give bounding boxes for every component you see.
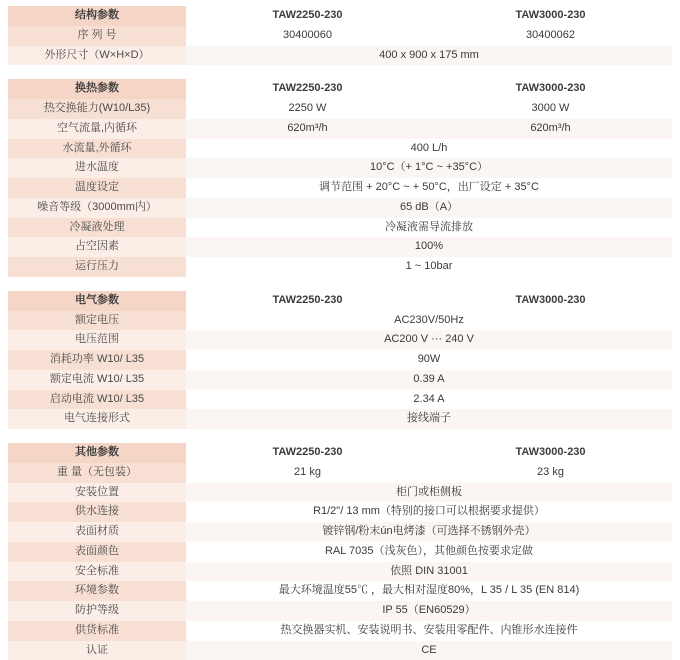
row-label: 运行压力 bbox=[8, 257, 186, 277]
table-row bbox=[8, 350, 672, 370]
row-value-shared: 0.39 A bbox=[186, 370, 672, 390]
table-row bbox=[8, 601, 672, 621]
row-label: 额定电流 W10/ L35 bbox=[8, 370, 186, 390]
row-value-shared: 调节范围 + 20°C ~ + 50°C，出厂设定 + 35°C bbox=[186, 178, 672, 198]
row-label: 序 列 号 bbox=[8, 26, 186, 46]
table-row bbox=[8, 330, 672, 350]
row-value-shared: 柜门或柜侧板 bbox=[186, 483, 672, 503]
row-label: 外形尺寸（W×H×D） bbox=[8, 46, 186, 66]
row-label: 热交换能力(W10/L35) bbox=[8, 99, 186, 119]
table-row bbox=[8, 502, 672, 522]
spec-table-structure bbox=[8, 6, 672, 65]
table-header-row bbox=[8, 6, 672, 26]
row-label: 防护等级 bbox=[8, 601, 186, 621]
table-row bbox=[8, 409, 672, 429]
spec-tables-container bbox=[8, 6, 672, 660]
table-row bbox=[8, 218, 672, 238]
table-header-label: 其他参数 bbox=[8, 443, 186, 463]
table-header-row bbox=[8, 443, 672, 463]
row-label: 重 量（无包装） bbox=[8, 463, 186, 483]
row-value-model-2: 30400062 bbox=[429, 26, 672, 46]
row-value-shared: 依照 DIN 31001 bbox=[186, 562, 672, 582]
row-label: 安全标准 bbox=[8, 562, 186, 582]
spec-table-heat-exchange bbox=[8, 79, 672, 277]
row-value-shared: CE bbox=[186, 641, 672, 660]
row-value-shared: 热交换器实机、安装说明书、安装用零配件、内锥形水连接件 bbox=[186, 621, 672, 641]
table-row bbox=[8, 198, 672, 218]
row-label: 环境参数 bbox=[8, 581, 186, 601]
row-value-model-2: 620m³/h bbox=[429, 119, 672, 139]
row-value-model-1: 620m³/h bbox=[186, 119, 429, 139]
spec-table-electrical bbox=[8, 291, 672, 429]
row-value-shared: 400 L/h bbox=[186, 139, 672, 159]
row-label: 空气流量,内循环 bbox=[8, 119, 186, 139]
table-row bbox=[8, 641, 672, 660]
table-row bbox=[8, 99, 672, 119]
row-value-shared: RAL 7035（浅灰色），其他颜色按要求定做 bbox=[186, 542, 672, 562]
row-value-shared: 接线端子 bbox=[186, 409, 672, 429]
table-header-model-1: TAW2250-230 bbox=[186, 79, 429, 99]
row-label: 表面颜色 bbox=[8, 542, 186, 562]
row-label: 进水温度 bbox=[8, 158, 186, 178]
row-value-shared: 90W bbox=[186, 350, 672, 370]
row-label: 供货标准 bbox=[8, 621, 186, 641]
row-value-shared: 400 x 900 x 175 mm bbox=[186, 46, 672, 66]
row-value-shared: AC230V/50Hz bbox=[186, 311, 672, 331]
table-row bbox=[8, 311, 672, 331]
row-label: 温度设定 bbox=[8, 178, 186, 198]
table-header-label: 换热参数 bbox=[8, 79, 186, 99]
table-header-model-2: TAW3000-230 bbox=[429, 6, 672, 26]
row-value-model-1: 2250 W bbox=[186, 99, 429, 119]
row-value-shared: IP 55（EN60529） bbox=[186, 601, 672, 621]
row-label: 认证 bbox=[8, 641, 186, 660]
table-row bbox=[8, 621, 672, 641]
row-value-shared: 2.34 A bbox=[186, 390, 672, 410]
table-header-model-1: TAW2250-230 bbox=[186, 6, 429, 26]
row-label: 电气连接形式 bbox=[8, 409, 186, 429]
spec-table-other bbox=[8, 443, 672, 660]
table-row bbox=[8, 390, 672, 410]
table-row bbox=[8, 139, 672, 159]
table-row bbox=[8, 370, 672, 390]
table-header-row bbox=[8, 291, 672, 311]
table-header-model-1: TAW2250-230 bbox=[186, 443, 429, 463]
row-value-shared: 镀锌钢/粉末ún电烤漆（可选择不锈钢外壳） bbox=[186, 522, 672, 542]
table-header-model-2: TAW3000-230 bbox=[429, 79, 672, 99]
row-value-shared: 1 ~ 10bar bbox=[186, 257, 672, 277]
row-value-shared: 冷凝液需导流排放 bbox=[186, 218, 672, 238]
row-value-shared: 100% bbox=[186, 237, 672, 257]
row-label: 消耗功率 W10/ L35 bbox=[8, 350, 186, 370]
table-header-label: 电气参数 bbox=[8, 291, 186, 311]
table-row bbox=[8, 562, 672, 582]
table-row bbox=[8, 522, 672, 542]
row-label: 冷凝液处理 bbox=[8, 218, 186, 238]
row-value-shared: 最大环境温度55℃ ，最大相对湿度80%，L 35 / L 35 (EN 814) bbox=[186, 581, 672, 601]
row-value-model-1: 30400060 bbox=[186, 26, 429, 46]
table-header-row bbox=[8, 79, 672, 99]
table-row bbox=[8, 542, 672, 562]
row-value-shared: 10°C（+ 1°C ~ +35°C） bbox=[186, 158, 672, 178]
row-value-shared: AC200 V ··· 240 V bbox=[186, 330, 672, 350]
row-value-shared: 65 dB（A） bbox=[186, 198, 672, 218]
table-row bbox=[8, 257, 672, 277]
table-header-model-1: TAW2250-230 bbox=[186, 291, 429, 311]
table-row bbox=[8, 119, 672, 139]
table-row bbox=[8, 237, 672, 257]
table-row bbox=[8, 463, 672, 483]
table-row bbox=[8, 158, 672, 178]
table-header-label: 结构参数 bbox=[8, 6, 186, 26]
row-label: 额定电压 bbox=[8, 311, 186, 331]
row-value-model-1: 21 kg bbox=[186, 463, 429, 483]
row-label: 安装位置 bbox=[8, 483, 186, 503]
table-row bbox=[8, 178, 672, 198]
row-label: 表面材质 bbox=[8, 522, 186, 542]
row-label: 电压范围 bbox=[8, 330, 186, 350]
table-row bbox=[8, 581, 672, 601]
row-label: 占空因素 bbox=[8, 237, 186, 257]
row-value-shared: R1/2"/ 13 mm（特别的接口可以根据要求提供） bbox=[186, 502, 672, 522]
table-row bbox=[8, 46, 672, 66]
row-label: 水流量,外循环 bbox=[8, 139, 186, 159]
row-label: 供水连接 bbox=[8, 502, 186, 522]
table-row bbox=[8, 26, 672, 46]
row-label: 启动电流 W10/ L35 bbox=[8, 390, 186, 410]
row-value-model-2: 23 kg bbox=[429, 463, 672, 483]
table-header-model-2: TAW3000-230 bbox=[429, 291, 672, 311]
row-value-model-2: 3000 W bbox=[429, 99, 672, 119]
table-row bbox=[8, 483, 672, 503]
row-label: 噪音等级（3000mm内） bbox=[8, 198, 186, 218]
table-header-model-2: TAW3000-230 bbox=[429, 443, 672, 463]
